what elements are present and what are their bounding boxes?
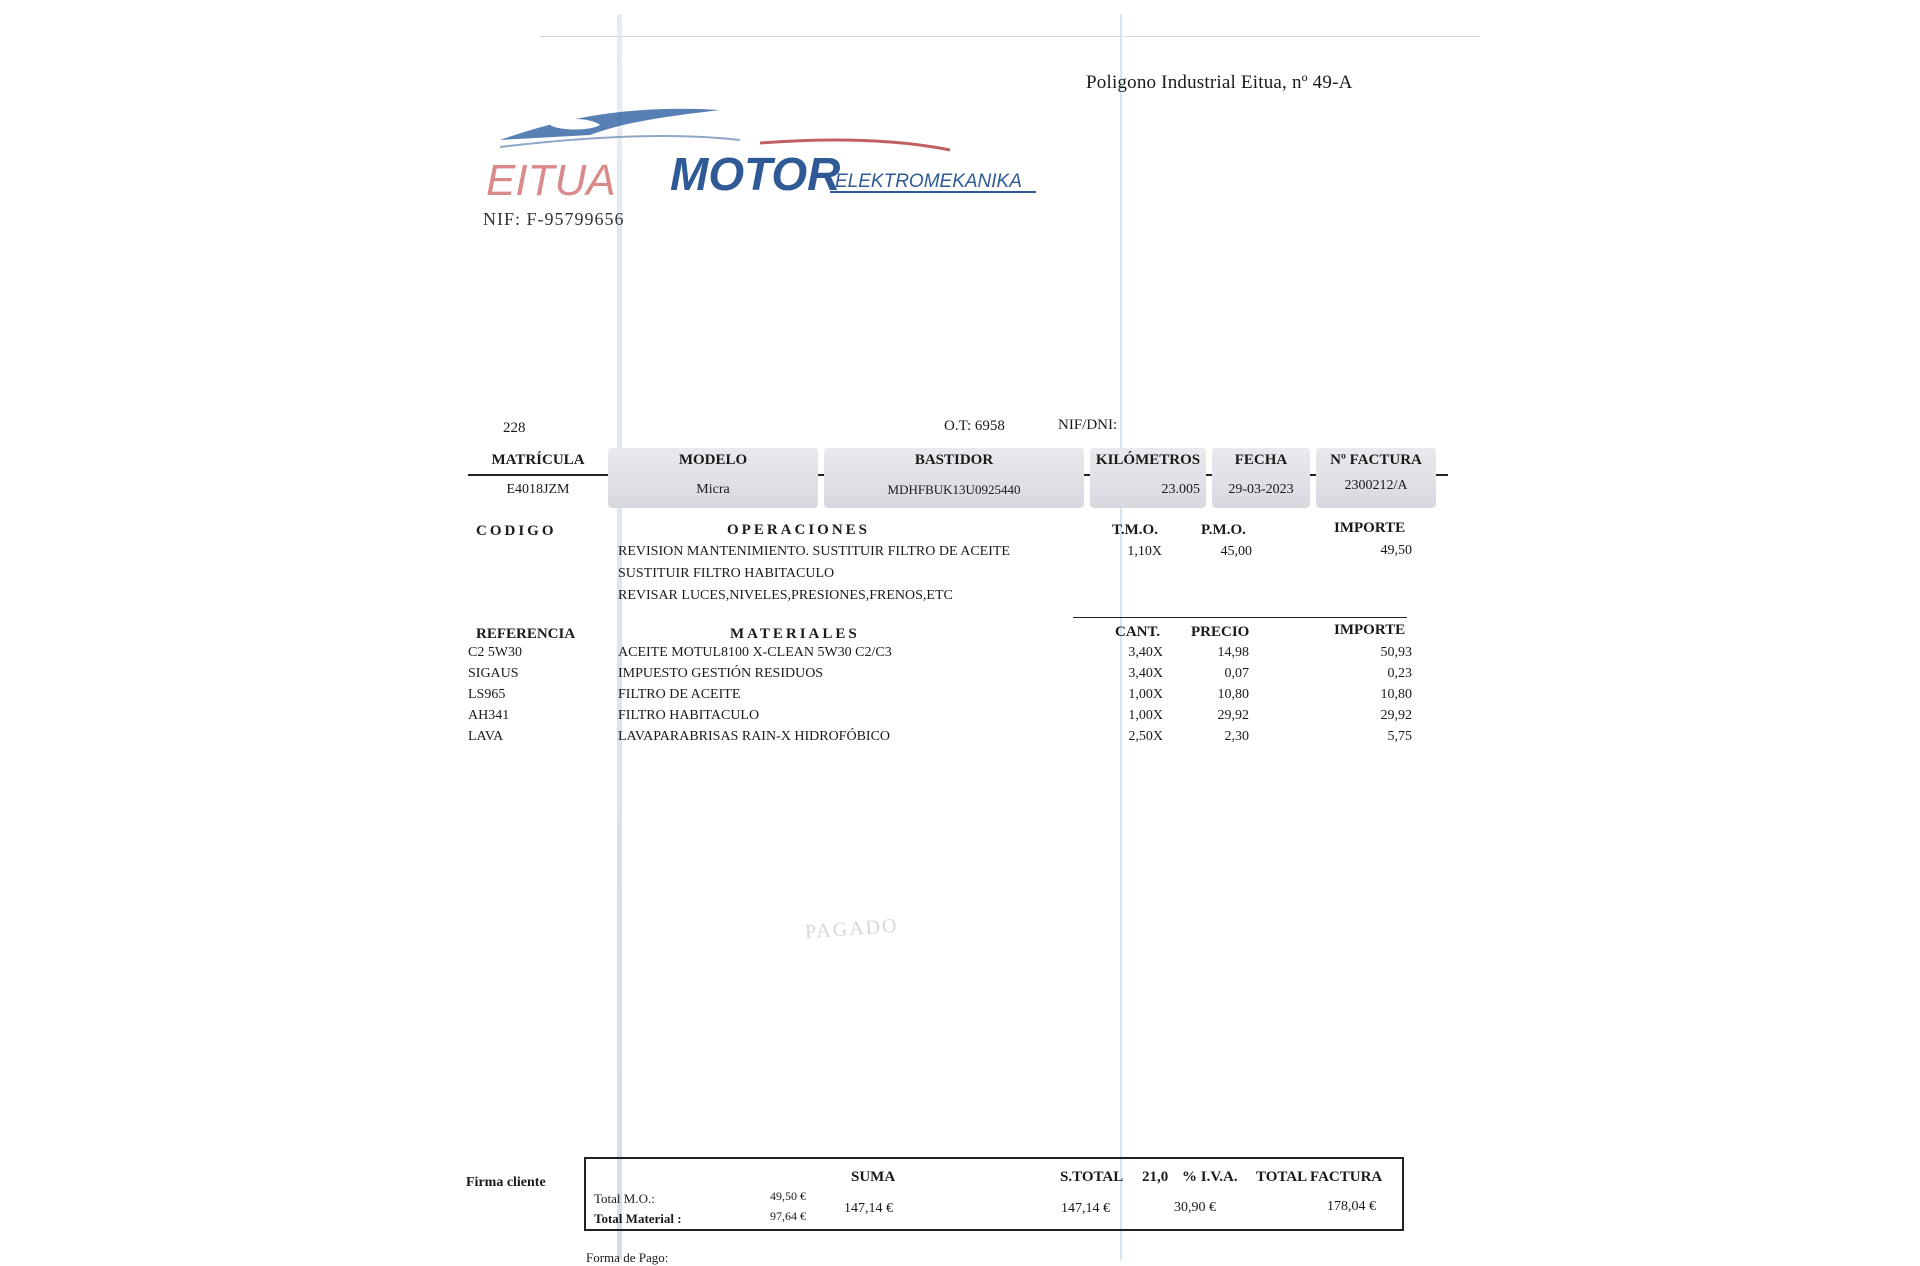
company-nif: NIF: F-95799656 <box>483 209 625 229</box>
material-ref: LAVA <box>468 729 504 744</box>
matricula-label: MATRÍCULA <box>491 452 585 468</box>
material-ref: C2 5W30 <box>468 645 523 660</box>
km-value: 23.005 <box>1161 482 1200 497</box>
top-border-line <box>540 36 1480 37</box>
material-cant: 3,40X <box>1128 645 1163 660</box>
iva-rate: 21,0 <box>1142 1169 1169 1185</box>
importe-label: IMPORTE <box>1334 520 1406 536</box>
operation-line: REVISION MANTENIMIENTO. SUSTITUIR FILTRO DE ACEITE <box>618 544 1010 559</box>
bastidor-cell <box>824 448 1084 508</box>
material-desc: ACEITE MOTUL8100 X-CLEAN 5W30 C2/C3 <box>618 645 892 660</box>
total-factura-value: 178,04 € <box>1327 1199 1376 1214</box>
material-cant: 3,40X <box>1128 666 1163 681</box>
fecha-cell <box>1212 448 1310 508</box>
operaciones-title: OPERACIONES <box>727 522 871 538</box>
bastidor-label: BASTIDOR <box>914 452 994 468</box>
material-desc: FILTRO DE ACEITE <box>618 687 741 702</box>
material-cant: 1,00X <box>1128 687 1163 702</box>
total-factura-label: TOTAL FACTURA <box>1256 1169 1383 1185</box>
company-logo <box>480 95 1040 205</box>
iva-label: % I.V.A. <box>1182 1169 1238 1185</box>
material-desc: IMPUESTO GESTIÓN RESIDUOS <box>618 666 824 681</box>
suma-value: 147,14 € <box>844 1201 893 1216</box>
operation-pmo: 45,00 <box>1220 544 1252 559</box>
nif-dni-label: NIF/DNI: <box>1058 417 1118 433</box>
logo-text-motor: MOTOR <box>670 148 841 200</box>
cant-label: CANT. <box>1115 624 1161 640</box>
iva-value: 30,90 € <box>1174 1200 1216 1215</box>
modelo-value: Micra <box>696 482 730 497</box>
material-cant: 2,50X <box>1128 729 1163 744</box>
matricula-value: E4018JZM <box>506 482 570 497</box>
totals-box <box>584 1157 1404 1231</box>
km-label: KILÓMETROS <box>1095 452 1201 468</box>
material-precio: 2,30 <box>1224 729 1249 744</box>
codigo-label: CODIGO <box>476 523 557 539</box>
table-row <box>0 729 1920 751</box>
factura-cell <box>1316 448 1436 508</box>
material-precio: 10,80 <box>1217 687 1249 702</box>
stotal-label: S.TOTAL <box>1060 1169 1124 1185</box>
table-row <box>0 645 1920 667</box>
company-address: Poligono Industrial Eitua, nº 49-A <box>1086 72 1353 93</box>
modelo-label: MODELO <box>678 452 748 468</box>
material-ref: LS965 <box>468 687 506 702</box>
table-row <box>0 687 1920 709</box>
fecha-value: 29-03-2023 <box>1228 482 1294 497</box>
material-precio: 14,98 <box>1217 645 1249 660</box>
table-row <box>0 708 1920 730</box>
pmo-label: P.M.O. <box>1201 522 1246 538</box>
material-importe: 5,75 <box>1387 729 1412 744</box>
factura-value: 2300212/A <box>1344 478 1408 493</box>
work-order: O.T: 6958 <box>944 418 1005 434</box>
vehicle-header <box>468 448 1448 508</box>
factura-label: Nº FACTURA <box>1330 452 1422 468</box>
operation-importe: 49,50 <box>1380 543 1412 558</box>
matricula-cell <box>468 448 608 508</box>
material-precio: 0,07 <box>1224 666 1249 681</box>
materiales-title: MATERIALES <box>730 626 860 642</box>
forma-pago-label: Forma de Pago: <box>586 1250 669 1265</box>
section-divider <box>1073 617 1407 618</box>
material-importe: 29,92 <box>1380 708 1412 723</box>
material-importe: 10,80 <box>1380 687 1412 702</box>
material-ref: SIGAUS <box>468 666 519 681</box>
material-precio: 29,92 <box>1217 708 1249 723</box>
material-ref: AH341 <box>468 708 510 723</box>
km-cell <box>1090 448 1206 508</box>
tmo-label: T.M.O. <box>1112 522 1158 538</box>
firma-cliente-label: Firma cliente <box>466 1175 546 1190</box>
paid-stamp: PAGADO <box>804 914 900 944</box>
importe-label: IMPORTE <box>1334 622 1406 638</box>
operation-line: SUSTITUIR FILTRO HABITACULO <box>618 566 835 581</box>
operation-tmo: 1,10X <box>1127 544 1162 559</box>
total-material-value: 97,64 € <box>770 1209 806 1223</box>
modelo-cell <box>608 448 818 508</box>
total-material-label: Total Material : <box>594 1211 682 1226</box>
referencia-label: REFERENCIA <box>476 626 576 642</box>
table-row <box>0 666 1920 688</box>
precio-label: PRECIO <box>1191 624 1250 640</box>
logo-text-eitua: EITUA <box>486 156 616 205</box>
logo-text-elektromekanika: ELEKTROMEKANIKA <box>835 171 1022 192</box>
bastidor-value: MDHFBUK13U0925440 <box>887 482 1021 497</box>
material-importe: 50,93 <box>1380 645 1412 660</box>
suma-label: SUMA <box>851 1169 896 1185</box>
material-desc: FILTRO HABITACULO <box>618 708 760 723</box>
stotal-value: 147,14 € <box>1061 1201 1110 1216</box>
material-importe: 0,23 <box>1387 666 1412 681</box>
total-mo-value: 49,50 € <box>770 1189 806 1203</box>
material-desc: LAVAPARABRISAS RAIN-X HIDROFÓBICO <box>618 729 891 744</box>
client-number: 228 <box>503 420 526 436</box>
fecha-label: FECHA <box>1234 452 1288 468</box>
total-mo-label: Total M.O.: <box>594 1191 655 1206</box>
material-cant: 1,00X <box>1128 708 1163 723</box>
operation-line: REVISAR LUCES,NIVELES,PRESIONES,FRENOS,ETC <box>618 588 953 603</box>
